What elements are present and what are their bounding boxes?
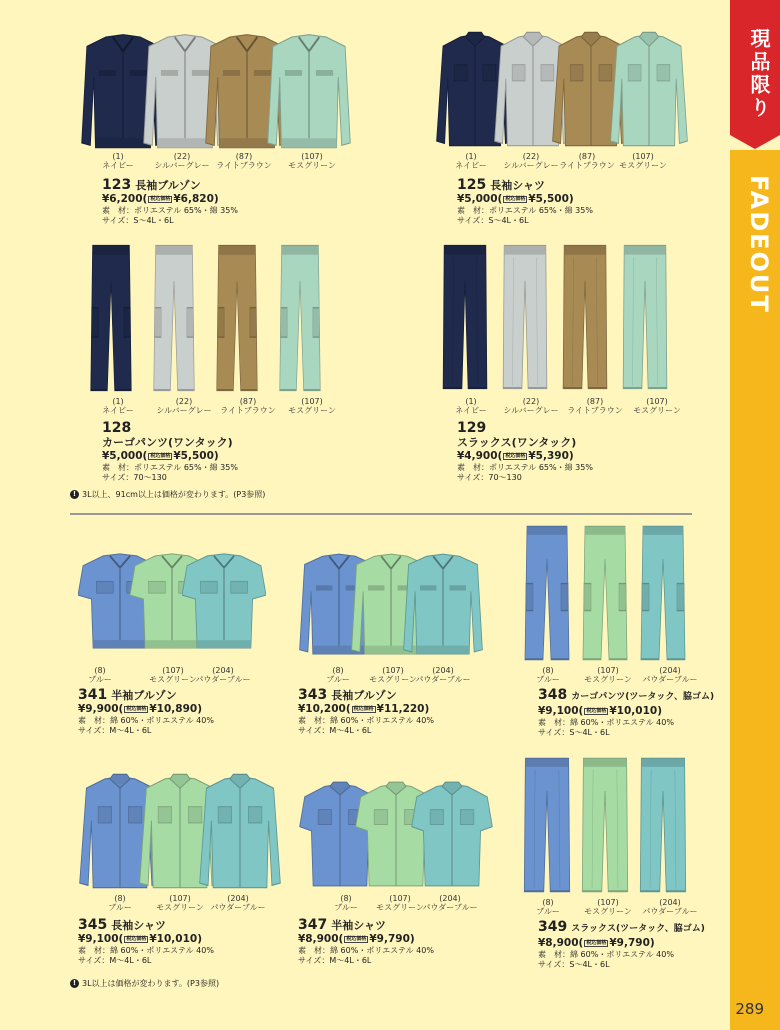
price-note: ! 3L以上は価格が変わります。(P3参照) bbox=[70, 978, 219, 989]
product-code: 348 bbox=[538, 687, 568, 703]
color-label: (204) パウダーブルー bbox=[210, 894, 266, 912]
size: サイズ：S〜4L・6L bbox=[457, 216, 529, 225]
slacks-illustration bbox=[578, 756, 632, 894]
color-label: (22) シルバーグレー bbox=[503, 397, 559, 415]
material: 素 材：綿 60%・ポリエステル 40% bbox=[298, 716, 434, 725]
color-label: (87) ライトブラウン bbox=[220, 397, 276, 415]
color-labels bbox=[70, 397, 370, 417]
product-name: カーゴパンツ(ツータック、脇ゴム) bbox=[571, 692, 715, 702]
garment-group bbox=[510, 524, 720, 664]
color-labels bbox=[288, 666, 508, 686]
price: ¥5,000( 税込価格 ¥5,500) bbox=[102, 450, 219, 462]
color-labels bbox=[425, 152, 725, 172]
slacks-illustration bbox=[439, 243, 491, 391]
color-label: (87) ライトブラウン bbox=[559, 152, 615, 170]
pants-illustration bbox=[638, 524, 688, 662]
size: サイズ：M〜4L・6L bbox=[298, 726, 372, 735]
product-347 bbox=[288, 772, 508, 982]
jacket-illustration bbox=[402, 550, 484, 656]
color-label: (107) モスグリーン bbox=[633, 397, 681, 415]
badge-arrow bbox=[730, 135, 780, 149]
size: サイズ：M〜4L・6L bbox=[78, 956, 152, 965]
price: ¥9,100( 税込価格 ¥10,010) bbox=[538, 705, 662, 717]
color-labels bbox=[68, 894, 288, 914]
product-name: 長袖シャツ bbox=[111, 919, 167, 932]
pants-illustration bbox=[580, 524, 630, 662]
color-label: (107) モスグリーン bbox=[156, 894, 204, 912]
product-info bbox=[457, 178, 717, 226]
product-345 bbox=[68, 772, 288, 982]
product-name: 半袖シャツ bbox=[331, 919, 387, 932]
shirt-illustration bbox=[609, 30, 689, 148]
slacks-illustration bbox=[559, 243, 611, 391]
product-name: カーゴパンツ(ワンタック) bbox=[102, 436, 233, 449]
product-341 bbox=[68, 550, 288, 750]
color-label: (107) モスグリーン bbox=[288, 397, 336, 415]
color-label: (107) モスグリーン bbox=[619, 152, 667, 170]
product-info bbox=[457, 421, 717, 483]
price: ¥8,900( 税込価格 ¥9,790) bbox=[298, 933, 415, 945]
product-name: 長袖ブルゾン bbox=[135, 179, 201, 192]
size: サイズ：M〜4L・6L bbox=[298, 956, 372, 965]
section-tab-label: FADEOUT bbox=[745, 175, 773, 314]
product-info bbox=[102, 178, 362, 226]
product-code: 349 bbox=[538, 919, 568, 935]
jacket-illustration bbox=[266, 30, 352, 150]
product-info bbox=[78, 918, 288, 966]
color-label: (107) モスグリーン bbox=[376, 894, 424, 912]
color-label: (22) シルバーグレー bbox=[503, 152, 559, 170]
pants-illustration bbox=[88, 243, 134, 393]
size: サイズ：S〜4L・6L bbox=[102, 216, 174, 225]
product-349 bbox=[510, 756, 720, 982]
shirt-illustration bbox=[198, 772, 282, 890]
clearance-badge-label: 現品限り bbox=[747, 28, 771, 120]
color-labels bbox=[510, 898, 720, 918]
product-name: 長袖ブルゾン bbox=[331, 689, 397, 702]
price: ¥4,900( 税込価格 ¥5,390) bbox=[457, 450, 574, 462]
product-348 bbox=[510, 524, 720, 750]
pants-illustration bbox=[277, 243, 323, 393]
size: サイズ：70〜130 bbox=[102, 473, 167, 482]
color-label: (87) ライトブラウン bbox=[567, 397, 623, 415]
slacks-illustration bbox=[499, 243, 551, 391]
product-code: 129 bbox=[457, 420, 487, 436]
product-code: 345 bbox=[78, 917, 108, 933]
color-label: (22) シルバーグレー bbox=[154, 152, 210, 170]
short-shirt-illustration bbox=[410, 780, 494, 888]
material: 素 材：ポリエステル 65%・綿 35% bbox=[102, 463, 238, 472]
color-label: (107) モスグリーン bbox=[369, 666, 417, 684]
size: サイズ：M〜4L・6L bbox=[78, 726, 152, 735]
product-code: 128 bbox=[102, 420, 132, 436]
product-123 bbox=[70, 30, 370, 225]
product-info bbox=[298, 688, 508, 736]
price: ¥9,100( 税込価格 ¥10,010) bbox=[78, 933, 202, 945]
pants-illustration bbox=[151, 243, 197, 393]
color-labels bbox=[425, 397, 725, 417]
price: ¥10,200( 税込価格 ¥11,220) bbox=[298, 703, 430, 715]
clearance-badge bbox=[730, 0, 780, 135]
product-343 bbox=[288, 550, 508, 750]
pants-illustration bbox=[214, 243, 260, 393]
product-info bbox=[538, 920, 738, 970]
product-128 bbox=[70, 243, 370, 493]
slacks-illustration bbox=[636, 756, 690, 894]
color-label: (1) ネイビー bbox=[102, 397, 134, 415]
color-label: (107) モスグリーン bbox=[288, 152, 336, 170]
price: ¥5,000( 税込価格 ¥5,500) bbox=[457, 193, 574, 205]
product-code: 123 bbox=[102, 177, 132, 193]
sidebar bbox=[730, 0, 780, 1030]
color-label: (107) モスグリーン bbox=[149, 666, 197, 684]
garment-group bbox=[68, 772, 288, 892]
garment-group bbox=[288, 772, 508, 892]
page-number: 289 bbox=[735, 1000, 764, 1018]
color-labels bbox=[70, 152, 370, 172]
color-label: (107) モスグリーン bbox=[584, 898, 632, 916]
color-label: (1) ネイビー bbox=[455, 397, 487, 415]
material: 素 材：ポリエステル 65%・綿 35% bbox=[457, 463, 593, 472]
size: サイズ：70〜130 bbox=[457, 473, 522, 482]
size: サイズ：S〜4L・6L bbox=[538, 728, 610, 737]
material: 素 材：綿 60%・ポリエステル 40% bbox=[538, 950, 674, 959]
product-name: 半袖ブルゾン bbox=[111, 689, 177, 702]
price-note: ! 3L以上、91cm以上は価格が変わります。(P3参照) bbox=[70, 489, 265, 500]
garment-group bbox=[288, 550, 508, 658]
color-label: (107) モスグリーン bbox=[584, 666, 632, 684]
slacks-illustration bbox=[619, 243, 671, 391]
color-label: (8) ブルー bbox=[334, 894, 358, 912]
product-125 bbox=[425, 30, 725, 225]
short-jacket-illustration bbox=[182, 550, 266, 650]
color-label: (1) ネイビー bbox=[455, 152, 487, 170]
color-label: (204) パウダーブルー bbox=[195, 666, 251, 684]
garment-group bbox=[70, 30, 370, 150]
product-info bbox=[538, 688, 738, 738]
color-label: (8) ブルー bbox=[326, 666, 350, 684]
product-name: スラックス(ワンタック) bbox=[457, 436, 577, 449]
section-divider bbox=[70, 513, 692, 515]
product-info bbox=[102, 421, 362, 483]
pants-illustration bbox=[522, 524, 572, 662]
color-label: (204) パウダーブルー bbox=[415, 666, 471, 684]
material: 素 材：ポリエステル 65%・綿 35% bbox=[102, 206, 238, 215]
exclamation-icon: ! bbox=[70, 979, 79, 988]
material: 素 材：ポリエステル 65%・綿 35% bbox=[457, 206, 593, 215]
color-label: (87) ライトブラウン bbox=[216, 152, 272, 170]
product-info bbox=[78, 688, 288, 736]
product-info bbox=[298, 918, 508, 966]
exclamation-icon: ! bbox=[70, 490, 79, 499]
color-label: (22) シルバーグレー bbox=[156, 397, 212, 415]
garment-group bbox=[70, 243, 370, 393]
material: 素 材：綿 60%・ポリエステル 40% bbox=[78, 716, 214, 725]
garment-group bbox=[425, 30, 725, 150]
material: 素 材：綿 60%・ポリエステル 40% bbox=[538, 718, 674, 727]
slacks-illustration bbox=[520, 756, 574, 894]
color-label: (8) ブルー bbox=[536, 666, 560, 684]
color-label: (204) パウダーブルー bbox=[642, 666, 698, 684]
product-code: 347 bbox=[298, 917, 328, 933]
garment-group bbox=[510, 756, 720, 896]
product-name: スラックス(ツータック、脇ゴム) bbox=[571, 924, 705, 934]
color-label: (1) ネイビー bbox=[102, 152, 134, 170]
price: ¥6,200( 税込価格 ¥6,820) bbox=[102, 193, 219, 205]
price: ¥9,900( 税込価格 ¥10,890) bbox=[78, 703, 202, 715]
product-name: 長袖シャツ bbox=[490, 179, 546, 192]
price: ¥8,900( 税込価格 ¥9,790) bbox=[538, 937, 655, 949]
product-code: 341 bbox=[78, 687, 108, 703]
product-code: 125 bbox=[457, 177, 487, 193]
color-label: (8) ブルー bbox=[536, 898, 560, 916]
color-label: (8) ブルー bbox=[108, 894, 132, 912]
color-labels bbox=[288, 894, 508, 914]
color-label: (8) ブルー bbox=[88, 666, 112, 684]
product-129 bbox=[425, 243, 725, 493]
color-label: (204) パウダーブルー bbox=[422, 894, 478, 912]
color-label: (204) パウダーブルー bbox=[642, 898, 698, 916]
size: サイズ：S〜4L・6L bbox=[538, 960, 610, 969]
color-labels bbox=[510, 666, 720, 686]
material: 素 材：綿 60%・ポリエステル 40% bbox=[78, 946, 214, 955]
material: 素 材：綿 60%・ポリエステル 40% bbox=[298, 946, 434, 955]
garment-group bbox=[68, 550, 288, 655]
product-code: 343 bbox=[298, 687, 328, 703]
color-labels bbox=[68, 666, 288, 686]
garment-group bbox=[425, 243, 725, 393]
